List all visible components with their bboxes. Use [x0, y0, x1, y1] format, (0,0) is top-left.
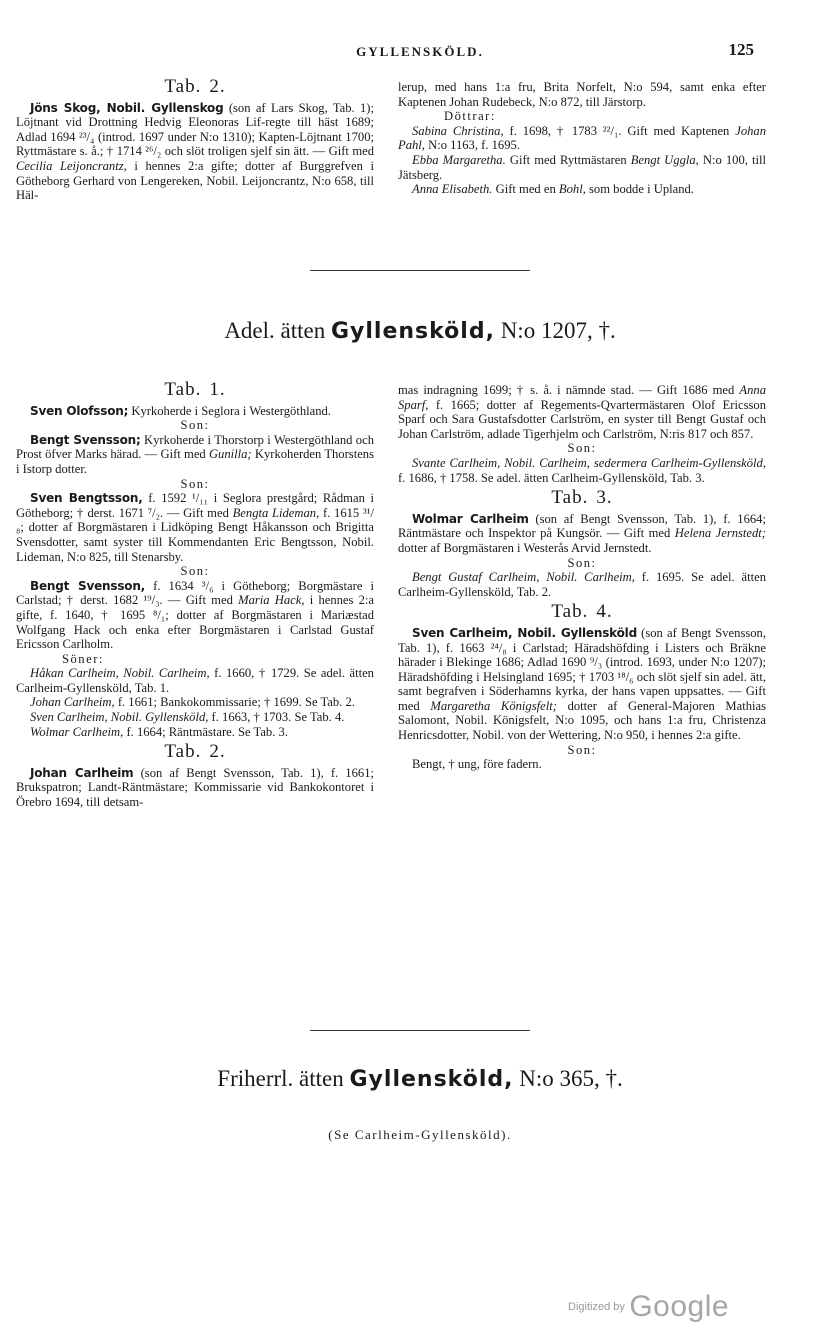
- entry-continuation: [398, 383, 766, 441]
- top-right-column: [398, 80, 766, 197]
- entry-text: N:o 100, till Jätsberg.: [398, 152, 766, 182]
- son-name: Svante Carlheim, Nobil. Carlheim, sedermera Carlheim-Gyllensköld,: [412, 455, 766, 470]
- person-name: Jöns Skog, Nobil. Gyllenskog: [30, 100, 224, 115]
- person-name: Sven Olofsson;: [30, 403, 129, 418]
- digitized-by-text: Digitized by: [568, 1301, 625, 1313]
- tab-word: Tab.: [164, 76, 202, 97]
- son-name: Håkan Carlheim, Nobil. Carlheim,: [30, 666, 210, 681]
- tab-word: Tab.: [551, 601, 589, 623]
- label-dottrar: Döttrar:: [444, 109, 496, 124]
- son-entry: [16, 666, 374, 695]
- person-name: Sven Bengtsson,: [30, 491, 143, 506]
- entry-text: (son af Bengt Svensson, Tab. 1), f. 1664; Räntmästare och Inspektor på Kungsör. — Gift med: [398, 511, 766, 541]
- entry-sven-bengtsson: [16, 491, 374, 564]
- entry-text: dotter af Borgmästaren i Westerås Arvid Jernstedt.: [398, 540, 652, 555]
- entry-sven-carlheim: [398, 626, 766, 743]
- entry-text: f. 1663, † 1703. Se Tab. 4.: [211, 710, 345, 725]
- title-prefix: Friherrl. ätten: [217, 1066, 344, 1091]
- label-son: Son:: [180, 418, 210, 433]
- son-entry: [16, 725, 374, 740]
- tab-number: 1.: [209, 379, 226, 400]
- spouse-name: Cecilia Leijoncrantz,: [16, 158, 127, 173]
- entry-text: mas indragning 1699; † s. å. i nämnde stad. — Gift 1686 med: [398, 383, 735, 397]
- tab-number: 2.: [209, 741, 226, 763]
- entry-johan-carlheim: [16, 766, 374, 810]
- left-column: [16, 379, 375, 810]
- tab-number: 4.: [596, 601, 613, 623]
- daughter-name: Ebba Margaretha.: [412, 152, 506, 167]
- google-logo: Google: [629, 1290, 730, 1323]
- label-son: Son:: [567, 441, 597, 456]
- person-name: Bengt Svensson;: [30, 432, 141, 447]
- label-son: Son:: [180, 564, 210, 579]
- entry-text: f. 1695. Se adel. ätten Carlheim-Gyllensköld, Tab. 2.: [398, 570, 766, 599]
- spouse-name: Bengta Lideman,: [232, 505, 320, 520]
- daughter-entry: [398, 182, 766, 197]
- label-son: Son:: [567, 555, 597, 570]
- entry-text: (son af Bengt Svensson, Tab. 1), f. 1661; Brukspatron; Landt-Räntmästare; Kommissarie vid Bankokontoret i Örebro 1694, till detsam-: [16, 765, 374, 810]
- entry-text: i hennes 2:a gifte; dotter af Burggrefven i Götheborg Gerhard von Lengereken, Nobil. Leijoncrantz, N:o 658, till Häl-: [16, 158, 374, 203]
- son-entry: Bengt, † ung, före fadern.: [412, 757, 542, 772]
- entry-continuation: lerup, med hans 1:a fru, Brita Norfelt, N:o 594, samt enka efter Kaptenen Johan Rudebeck, N:o 872, till Järstorp.: [398, 80, 766, 109]
- person-name: Sven Carlheim, Nobil. Gyllensköld: [412, 625, 637, 640]
- spouse-name: Gunilla;: [208, 447, 252, 462]
- tab-number: 2.: [209, 76, 226, 97]
- entry-text: f. 1686, † 1758. Se adel. ätten Carlheim-Gyllensköld, Tab. 3.: [398, 470, 705, 485]
- page-number: 125: [728, 40, 754, 59]
- family-name: Gyllensköld,: [349, 1067, 514, 1092]
- son-name: Sven Carlheim, Nobil. Gyllensköld,: [30, 710, 209, 725]
- tab-heading: [398, 601, 766, 623]
- son-name: Wolmar Carlheim,: [30, 724, 124, 739]
- entry-text: f. 1592 ¹/₁₁ i Seglora prestgård; Rådman i Götheborg; † derst. 1671 ⁷/₂. — Gift med: [16, 491, 374, 520]
- entry-text: dotter af General-Majoren Mathias Salomont, Nobil. Königsfelt, N:o 1095, och hans 1:a fru, Christenza Henricsdotter, Nobil. von der Wettering, N:o 950, i hennes 2:a gifte.: [398, 698, 766, 743]
- entry-bengt-svensson: [16, 433, 374, 477]
- spouse-name: Bohl,: [558, 182, 586, 197]
- tab-heading: [16, 76, 374, 97]
- tab-word: Tab.: [551, 487, 589, 509]
- person-name: Bengt Svensson,: [30, 578, 146, 593]
- entry-text: f. 1660, † 1729. Se adel. ätten Carlheim-Gyllensköld, Tab. 1.: [16, 666, 374, 695]
- entry-text: f. 1661; Bankokommissarie; † 1699. Se Tab. 2.: [117, 695, 355, 710]
- top-left-column: [16, 76, 374, 203]
- digitized-watermark: [568, 1290, 729, 1324]
- son-name: Johan Carlheim,: [30, 695, 115, 710]
- entry-text: som bodde i Upland.: [589, 182, 694, 197]
- entry-jons-skog: [16, 101, 374, 203]
- entry-text: f. 1665; dotter af Regements-Qvartermästaren Olof Ericsson Sparf och Sara Gustafsdotter Carlström, en syster till Bengt Gustaf och Johan Carlström, adlade Tigerhjelm och Carlström, N:ris 817 och 857.: [398, 397, 766, 441]
- label-son: Son:: [180, 476, 210, 491]
- title-number: N:o 365, †.: [519, 1066, 623, 1091]
- right-column: [398, 383, 766, 772]
- son-name: Bengt Gustaf Carlheim, Nobil. Carlheim,: [412, 570, 635, 585]
- entry-text: f. 1634 ³/₆ i Götheborg; Borgmästare i Carlstad; † derst. 1682 ¹⁹/₃. — Gift med: [16, 578, 374, 608]
- label-soner: Söner:: [62, 651, 104, 666]
- spouse-name: Johan Pahl,: [398, 123, 767, 153]
- see-reference: (Se Carlheim-Gyllensköld).: [328, 1127, 512, 1142]
- son-entry: [16, 710, 374, 725]
- tab-number: 3.: [596, 487, 613, 509]
- entry-text: Kyrkoherde i Thorstorp i Westergöthland och Prost öfver Marks härad. — Gift med: [16, 432, 374, 462]
- title-number: N:o 1207, †.: [500, 318, 616, 343]
- tab-word: Tab.: [164, 379, 202, 400]
- entry-text: Gift med en: [495, 182, 556, 197]
- son-entry: [16, 695, 374, 710]
- entry-text: Kyrkoherde i Seglora i Westergöthland.: [131, 403, 331, 418]
- entry-text: Gift med Ryttmästaren: [509, 152, 627, 167]
- entry-text: f. 1664; Räntmästare. Se Tab. 3.: [126, 724, 288, 739]
- running-title: GYLLENSKÖLD.: [356, 44, 484, 59]
- entry-text: f. 1698, † 1783 ²²/₁. Gift med Kaptenen: [509, 123, 730, 138]
- daughter-entry: [398, 124, 766, 153]
- tab-heading: [16, 379, 374, 400]
- spouse-name: Margaretha Königsfelt;: [430, 698, 557, 713]
- divider-rule: [310, 1030, 530, 1031]
- section-title-adel: [0, 318, 840, 344]
- daughter-name: Sabina Christina,: [412, 123, 504, 138]
- entry-text: f. 1615 ³¹/₈; dotter af Borgmästaren i Lidköping Bengt Håkansson och Brigitta Svensdotter, samt syster till Kommendanten Eric Bengtsson, Nobil. Lideman, N:o 825, till Stenarsby.: [16, 505, 374, 564]
- daughter-entry: [398, 153, 766, 182]
- person-name: Johan Carlheim: [30, 765, 134, 780]
- entry-text: N:o 1163, f. 1695.: [428, 138, 520, 153]
- daughter-name: Anna Elisabeth.: [412, 182, 493, 197]
- son-entry: [398, 570, 766, 599]
- spouse-name: Maria Hack,: [238, 593, 305, 608]
- family-name: Gyllensköld,: [330, 319, 495, 344]
- entry-text: i hennes 2:a gifte, f. 1640, † 1695 ⁸/₁; dotter af Borgmästaren i Mariæstad Wolfgang Hack och enka efter Borgmästaren i Carlstad Gustaf Ericsson Carlholm.: [16, 593, 375, 652]
- entry-text: Kyrkoherden Thorstens i Istorp dotter.: [16, 447, 374, 476]
- entry-wolmar-carlheim: [398, 512, 766, 556]
- tab-heading: [398, 487, 766, 509]
- spouse-name: Helena Jernstedt;: [674, 526, 766, 541]
- section-title-friherrl: [0, 1066, 840, 1092]
- son-entry: [398, 456, 766, 485]
- entry-bengt-svensson-2: [16, 579, 374, 652]
- tab-heading: [16, 741, 374, 763]
- person-name: Wolmar Carlheim: [412, 511, 529, 526]
- spouse-name: Bengt Uggla,: [630, 152, 699, 167]
- spouse-name: Anna Sparf,: [398, 383, 767, 412]
- divider-rule: [310, 270, 530, 271]
- label-son: Son:: [567, 742, 597, 757]
- entry-text: (son af Bengt Svensson, Tab. 1), f. 1663 ²⁴/₈ i Carlstad; Häradshöfding i Listers och Bräkne härader i Blekinge 1686; Adlad 1690 ⁹/₃ (introd. 1693, under N:o 1207); Häradshöfding i Helsingland 1695; † 1703 ¹⁸/₆ och slöt sjelf sin adel. ätt, samt begrafven i Söderhamns kyrka, der hans vapen uppsattes. — Gift med: [398, 625, 766, 713]
- entry-sven-olofsson: [16, 404, 374, 419]
- tab-word: Tab.: [164, 741, 202, 763]
- entry-text: (son af Lars Skog, Tab. 1); Löjtnant vid Drottning Hedvig Eleonoras Lif-regte till häst 1689; Adlad 1694 ²³/₄ (introd. 1697 under N:o 1310); Kapten-Löjtnant 1700; Ryttmästare s. å.; † 1714 ²⁶/₂ och slöt troligen sjelf sin ätt. — Gift med: [16, 100, 374, 159]
- title-prefix: Adel. ätten: [224, 318, 326, 343]
